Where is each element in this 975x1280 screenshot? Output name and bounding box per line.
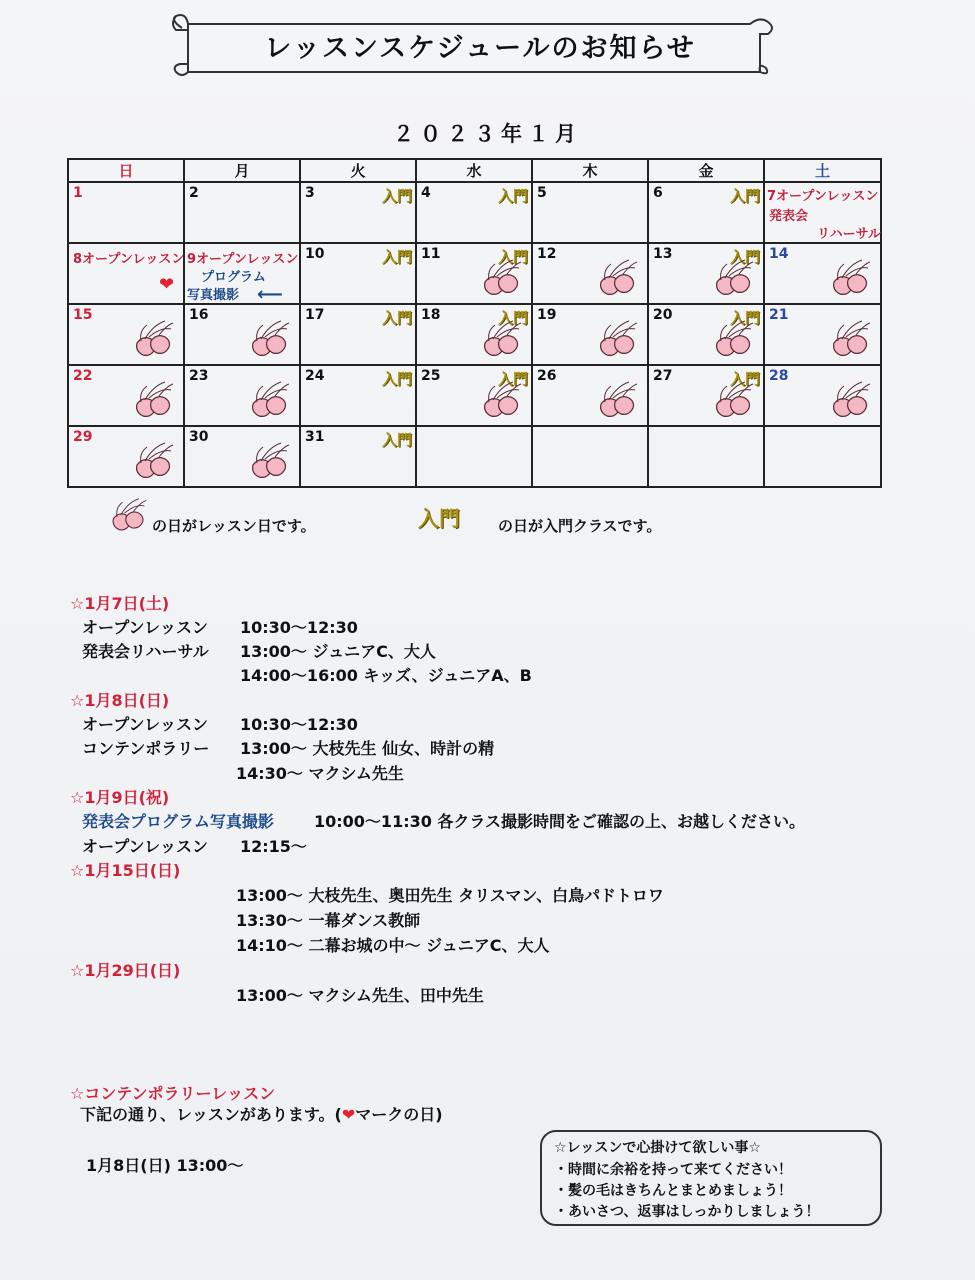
nyumon-badge: 入門 [497,187,528,205]
section-heading: ☆1月8日(日) [70,691,170,710]
day-number: 2 [189,185,199,201]
ballet-shoe-icon [828,378,872,422]
day-cell [68,304,184,365]
ballet-shoe-icon [479,378,523,422]
legend-intro-text: の日が入門クラスです。 [498,517,662,535]
weekday-fri: 金 [648,159,764,182]
day-cell [764,426,881,487]
schedule-time: 13:00～ マクシム先生、田中先生 [236,986,484,1005]
day-cell [68,365,184,426]
nyumon-badge: 入門 [729,187,760,205]
day-number: 1 [73,185,83,201]
day-cell [648,365,764,426]
tips-item: ・あいさつ、返事はしっかりしましょう！ [554,1204,820,1220]
day-cell [300,426,416,487]
section-heading: ☆1月15日(日) [70,861,181,880]
day9-note-open: 9オープンレッスン [187,252,299,267]
day-cell [257,243,416,305]
ballet-shoe-icon [711,256,755,300]
ballet-shoe-icon [131,439,175,483]
schedule-time: 10:30～12:30 [240,715,358,734]
nyumon-badge: 入門 [497,309,528,327]
weekday-thu: 木 [532,159,648,182]
day-cell [764,365,881,426]
day-number: 27 [653,368,673,384]
day-cell [532,365,648,426]
day-cell [648,243,764,304]
section-heading: ☆1月29日(日) [70,961,181,980]
contemporary-date: 1月8日(日) 13:00～ [86,1156,244,1175]
day-cell [416,243,532,304]
day-number: 22 [73,368,93,384]
day9-note-program: プログラム [201,270,266,285]
legend-nyumon-badge: 入門 [418,507,460,531]
day-number: 21 [769,307,789,323]
schedule-time: 13:00～ 大枝先生 仙女、時計の精 [240,739,495,758]
section-heading: ☆1月9日(祝) [70,788,170,807]
day-number: 25 [421,368,441,384]
page-title: レッスンスケジュールのお知らせ [264,33,696,64]
schedule-label: オープンレッスン [82,715,209,734]
legend-lesson-text: の日がレッスン日です。 [152,517,316,535]
heart-icon: ❤ [159,274,175,295]
ballet-shoe-icon [108,495,148,535]
day-number: 31 [305,429,325,445]
day-cell [300,365,416,426]
day7-note-open: 7オープンレッスン [767,189,879,204]
schedule-time: 14:30～ マクシム先生 [236,764,404,783]
nyumon-badge: 入門 [729,370,760,388]
day-number: 19 [537,307,557,323]
day-number: 14 [769,246,789,262]
day9-note-photo: 写真撮影 [187,288,240,303]
day-cell [416,182,532,243]
day-cell [184,304,300,365]
nyumon-badge: 入門 [497,370,528,388]
day-number: 29 [73,429,93,445]
schedule-label: 発表会リハーサル [82,642,209,661]
schedule-label: オープンレッスン [82,837,209,856]
day-number: 3 [305,185,315,201]
day-number: 26 [537,368,557,384]
day-cell [416,304,532,365]
day-cell [532,182,648,243]
ballet-shoe-icon [479,256,523,300]
day7-note-rehearsal: リハーサル [817,227,881,242]
section-heading: ☆1月7日(土) [70,594,170,613]
day-number: 6 [653,185,663,201]
day-cell [648,426,764,487]
weekday-tue: 火 [300,159,416,182]
nyumon-badge: 入門 [729,248,760,266]
arrow-left-icon: ⟵ [257,284,283,305]
day-cell [764,304,881,365]
ballet-shoe-icon [131,317,175,361]
ballet-shoe-icon [131,378,175,422]
schedule-time: 13:00～ 大枝先生、奥田先生 タリスマン、白鳥パドトロワ [236,886,664,905]
ballet-shoe-icon [828,256,872,300]
tips-heading: ☆レッスンで心掛けて欲しい事☆ [554,1140,761,1156]
day-number: 17 [305,307,325,323]
day-cell [532,243,648,304]
nyumon-badge: 入門 [381,370,412,388]
day-cell [416,426,532,487]
day-cell [532,304,648,365]
day-number: 16 [189,307,209,323]
day-number: 30 [189,429,209,445]
day-cell [648,304,764,365]
day-cell [184,365,300,426]
weekday-sun: 日 [68,159,184,182]
weekday-mon: 月 [184,159,300,182]
day-number: 15 [73,307,93,323]
tips-item: ・髪の毛はきちんとまとめましょう！ [554,1183,792,1199]
month-heading: ２０２３年１月 [393,122,582,146]
day-number: 28 [769,368,789,384]
contemporary-heading: ☆コンテンポラリーレッスン [70,1084,276,1103]
schedule-time: 14:00～16:00 キッズ、ジュニアA、B [240,666,532,685]
day-cell [68,426,184,487]
ballet-shoe-icon [247,439,291,483]
weekday-sat: 土 [764,159,881,182]
day-cell [300,182,416,243]
ballet-shoe-icon [828,317,872,361]
day-number: 24 [305,368,325,384]
day-cell [416,365,532,426]
contemporary-note-text-end: マークの日) [355,1105,443,1124]
day-cell [68,182,184,243]
nyumon-badge: 入門 [381,309,412,327]
day-number: 4 [421,185,431,201]
day-number: 12 [537,246,557,262]
schedule-label: コンテンポラリー [82,739,210,758]
schedule-time: 13:00～ ジュニアC、大人 [240,642,436,661]
schedule-label: 発表会プログラム写真撮影 [82,812,274,831]
day-cell [184,182,300,243]
nyumon-badge: 入門 [729,309,760,327]
contemporary-note-text: 下記の通り、レッスンがあります。( [80,1105,342,1124]
day8-note-open: 8オープンレッスン [73,252,185,267]
day-cell [764,182,881,243]
schedule-time: 10:00～11:30 各クラス撮影時間をご確認の上、お越しください。 [314,812,805,831]
contemporary-note [80,1102,443,1125]
ballet-shoe-icon [711,317,755,361]
day-cell [300,304,416,365]
heart-icon: ❤ [341,1105,356,1124]
day-cell [184,426,300,487]
schedule-time: 14:10～ 二幕お城の中～ ジュニアC、大人 [236,936,550,955]
day-number: 18 [421,307,441,323]
day-number: 11 [421,246,441,262]
day-number: 23 [189,368,209,384]
nyumon-badge: 入門 [497,248,528,266]
day-number: 10 [305,246,325,262]
nyumon-badge: 入門 [381,187,412,205]
ballet-shoe-icon [479,317,523,361]
nyumon-badge: 入門 [381,431,412,449]
weekday-wed: 水 [416,159,532,182]
ballet-shoe-icon [247,317,291,361]
schedule-time: 10:30～12:30 [240,618,358,637]
title-banner [160,14,785,80]
day-cell [648,182,764,243]
day-number: 13 [653,246,673,262]
ballet-shoe-icon [595,317,639,361]
schedule-label: オープンレッスン [82,618,209,637]
tips-item: ・時間に余裕を持って来てください！ [554,1162,792,1178]
ballet-shoe-icon [247,378,291,422]
schedule-time: 13:30～ 一幕ダンス教師 [236,911,421,930]
tips-box [540,1130,882,1226]
ballet-shoe-icon [711,378,755,422]
day-cell [764,243,881,304]
day7-note-happyokai: 発表会 [769,209,809,224]
day-cell [532,426,648,487]
nyumon-badge: 入門 [381,248,412,266]
day-number: 5 [537,185,547,201]
day-cell [68,243,184,304]
ballet-shoe-icon [595,378,639,422]
schedule-time: 12:15～ [240,837,307,856]
calendar [67,158,882,488]
ballet-shoe-icon [595,256,639,300]
day-number: 20 [653,307,673,323]
